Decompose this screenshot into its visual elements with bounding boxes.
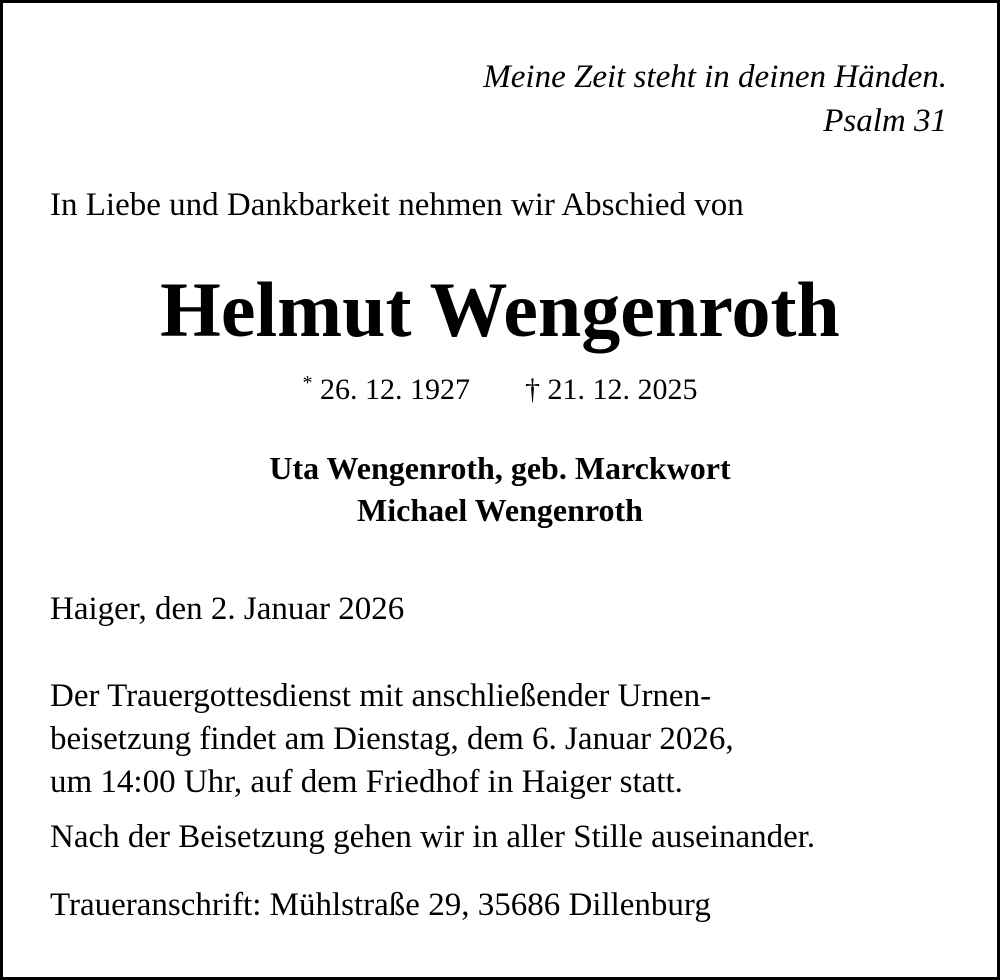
bible-verse	[483, 55, 947, 143]
mourners-list	[3, 447, 997, 531]
mourner-name: Michael Wengenroth	[357, 492, 643, 528]
service-line: um 14:00 Uhr, auf dem Friedhof in Haiger statt.	[50, 764, 683, 800]
birth-date: 26. 12. 1927	[320, 373, 470, 406]
mourning-address: Traueranschrift: Mühlstraße 29, 35686 Dillenburg	[50, 887, 711, 923]
birth-symbol: *	[302, 372, 313, 394]
death-symbol: †	[525, 373, 540, 406]
intro-text: In Liebe und Dankbarkeit nehmen wir Abschied von	[50, 187, 744, 223]
life-dates	[3, 363, 997, 410]
verse-quote: Meine Zeit steht in deinen Händen.	[483, 59, 947, 95]
mourner-name: Uta Wengenroth, geb. Marckwort	[269, 450, 731, 486]
service-info	[50, 675, 734, 804]
deceased-name: Helmut Wengenroth	[160, 266, 840, 353]
service-line: Der Trauergottesdienst mit anschließender Urnen-	[50, 678, 712, 714]
verse-source: Psalm 31	[823, 103, 947, 139]
place-date: Haiger, den 2. Januar 2026	[50, 591, 405, 627]
service-line: beisetzung findet am Dienstag, dem 6. Januar 2026,	[50, 721, 734, 757]
farewell-text: Nach der Beisetzung gehen wir in aller Stille auseinander.	[50, 819, 816, 855]
death-date: 21. 12. 2025	[547, 373, 698, 406]
